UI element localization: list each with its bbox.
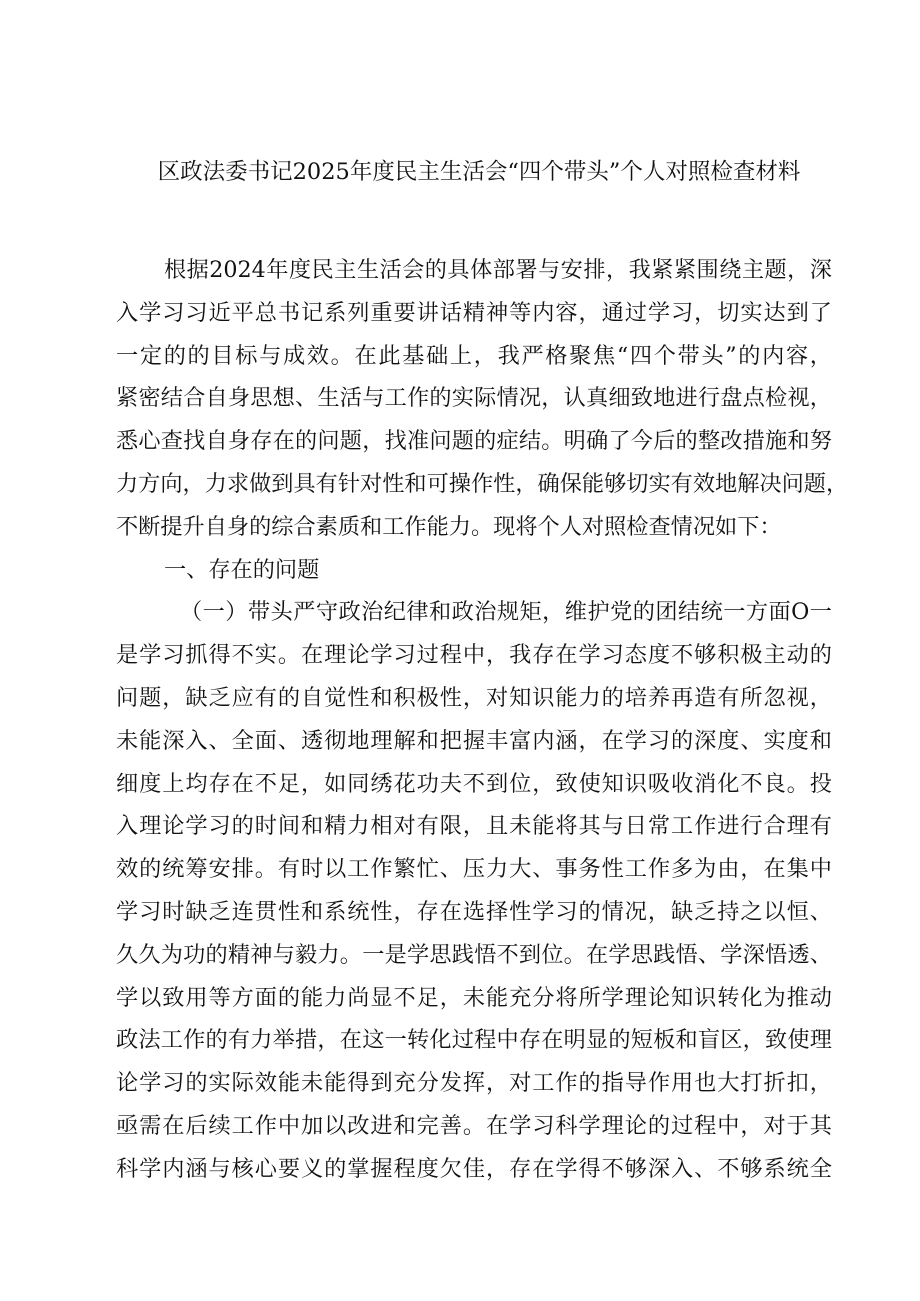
paragraph-line: 细度上均存在不足，如同绣花功夫不到位，致使知识吸收消化不良。投 — [116, 770, 832, 797]
paragraph-line: （一）带头严守政治纪律和政治规矩，维护党的团结统一方面O一 — [180, 599, 832, 626]
section-heading: 一、存在的问题 — [164, 556, 320, 583]
paragraph-line: 入理论学习的时间和精力相对有限，且未能将其与日常工作进行合理有 — [116, 813, 832, 840]
paragraph-line: 一定的的目标与成效。在此基础上，我严格聚焦“四个带头”的内容， — [116, 342, 832, 369]
paragraph-line: 效的统筹安排。有时以工作繁忙、压力大、事务性工作多为由，在集中 — [116, 856, 832, 883]
paragraph-line: 科学内涵与核心要义的掌握程度欠佳，存在学得不够深入、不够系统全 — [116, 1155, 832, 1182]
paragraph-line: 不断提升自身的综合素质和工作能力。现将个人对照检查情况如下： — [116, 513, 782, 540]
paragraph-line: 是学习抓得不实。在理论学习过程中，我存在学习态度不够积极主动的 — [116, 642, 832, 669]
paragraph-line: 亟需在后续工作中加以改进和完善。在学习科学理论的过程中，对于其 — [116, 1112, 832, 1139]
paragraph-line: 根据2024年度民主生活会的具体部署与安排，我紧紧围绕主题，深 — [164, 257, 832, 283]
paragraph-line: 入学习习近平总书记系列重要讲话精神等内容，通过学习，切实达到了 — [116, 299, 832, 326]
document-body — [116, 249, 849, 1191]
paragraph-line: 政法工作的有力举措，在这一转化过程中存在明显的短板和盲区，致使理 — [116, 1027, 832, 1054]
paragraph-line: 学习时缺乏连贯性和系统性，存在选择性学习的情况，缺乏持之以恒、 — [116, 898, 832, 925]
document-title: 区政法委书记2025年度民主生活会“四个带头”个人对照检查材料 — [157, 159, 801, 185]
paragraph-line: 紧密结合自身思想、生活与工作的实际情况，认真细致地进行盘点检视， — [116, 385, 832, 412]
paragraph-line: 力方向，力求做到具有针对性和可操作性，确保能够切实有效地解决问题， — [116, 470, 849, 497]
paragraph-line: 学以致用等方面的能力尚显不足，未能充分将所学理论知识转化为推动 — [116, 984, 832, 1011]
paragraph-line: 久久为功的精神与毅力。一是学思践悟不到位。在学思践悟、学深悟透、 — [116, 941, 832, 968]
paragraph-line: 悉心查找自身存在的问题，找准问题的症结。明确了今后的整改措施和努 — [116, 428, 832, 455]
paragraph-line: 论学习的实际效能未能得到充分发挥，对工作的指导作用也大打折扣， — [116, 1070, 832, 1097]
paragraph-line: 未能深入、全面、透彻地理解和把握丰富内涵，在学习的深度、实度和 — [116, 727, 832, 754]
paragraph-line: 问题，缺乏应有的自觉性和积极性，对知识能力的培养再造有所忽视， — [116, 684, 832, 711]
